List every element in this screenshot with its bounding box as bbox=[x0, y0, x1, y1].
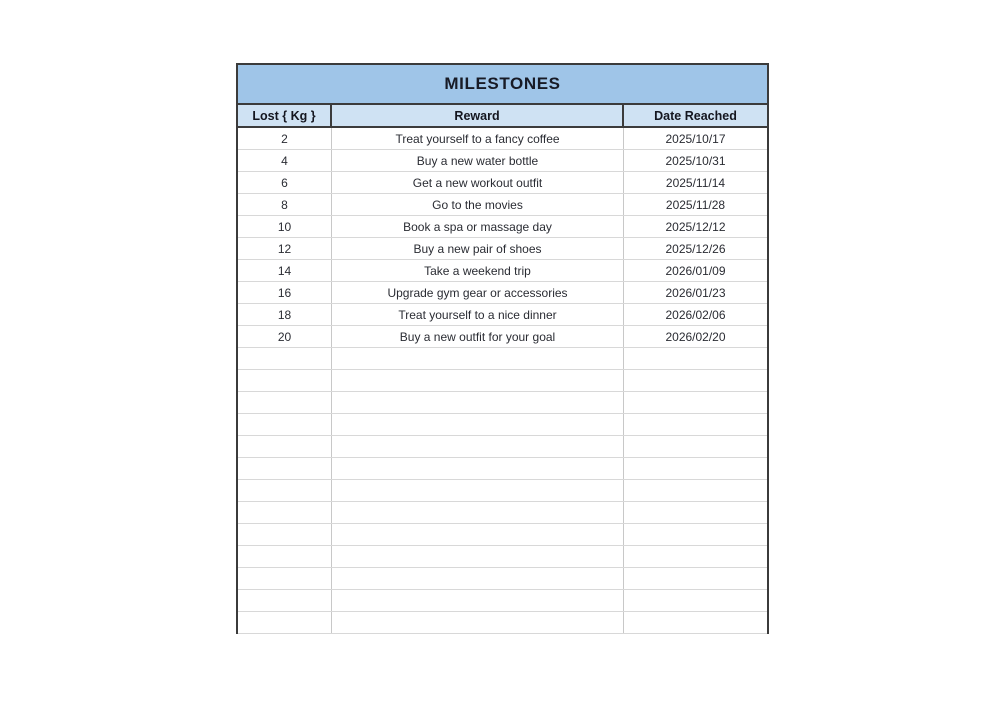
table-row bbox=[238, 326, 767, 348]
table-row-empty bbox=[238, 612, 767, 634]
cell-lost-kg bbox=[238, 546, 332, 567]
table-row-empty bbox=[238, 524, 767, 546]
cell-lost-kg bbox=[238, 458, 332, 479]
cell-reward bbox=[332, 568, 624, 589]
table-row bbox=[238, 128, 767, 150]
cell-reward: Get a new workout outfit bbox=[332, 172, 624, 193]
table-row bbox=[238, 282, 767, 304]
cell-date-reached bbox=[624, 612, 767, 633]
table-row-empty bbox=[238, 370, 767, 392]
cell-lost-kg bbox=[238, 414, 332, 435]
cell-date-reached: 2025/11/14 bbox=[665, 175, 726, 190]
cell-lost-kg: 10 bbox=[238, 216, 332, 237]
cell-date-reached bbox=[624, 348, 767, 369]
cell-reward: Buy a new pair of shoes bbox=[332, 238, 624, 259]
table-title: MILESTONES bbox=[238, 63, 767, 105]
cell-date-reached bbox=[624, 414, 767, 435]
table-row bbox=[238, 172, 767, 194]
cell-date-reached bbox=[624, 480, 767, 501]
cell-date-reached bbox=[624, 590, 767, 611]
cell-reward bbox=[332, 502, 624, 523]
table-row-empty bbox=[238, 458, 767, 480]
cell-reward: Go to the movies bbox=[332, 194, 624, 215]
cell-reward: Buy a new water bottle bbox=[332, 150, 624, 171]
cell-date-reached bbox=[624, 436, 767, 457]
cell-lost-kg bbox=[238, 524, 332, 545]
cell-reward bbox=[332, 458, 624, 479]
table-header-row bbox=[238, 105, 767, 128]
cell-reward bbox=[332, 414, 624, 435]
cell-date-reached: 2025/11/28 bbox=[665, 197, 726, 212]
table-row-empty bbox=[238, 546, 767, 568]
cell-reward: Buy a new outfit for your goal bbox=[332, 326, 624, 347]
cell-lost-kg bbox=[238, 392, 332, 413]
cell-lost-kg: 18 bbox=[238, 304, 332, 325]
cell-lost-kg: 6 bbox=[238, 172, 332, 193]
table-body bbox=[238, 128, 767, 634]
cell-date-reached bbox=[624, 568, 767, 589]
table-row-empty bbox=[238, 414, 767, 436]
cell-reward: Upgrade gym gear or accessories bbox=[332, 282, 624, 303]
table-row-empty bbox=[238, 568, 767, 590]
table-row-empty bbox=[238, 502, 767, 524]
cell-lost-kg bbox=[238, 348, 332, 369]
cell-lost-kg bbox=[238, 568, 332, 589]
cell-date-reached: 2025/12/26 bbox=[665, 241, 726, 256]
cell-reward bbox=[332, 436, 624, 457]
cell-reward bbox=[332, 590, 624, 611]
cell-reward: Treat yourself to a nice dinner bbox=[332, 304, 624, 325]
cell-reward: Book a spa or massage day bbox=[332, 216, 624, 237]
cell-lost-kg: 16 bbox=[238, 282, 332, 303]
cell-reward bbox=[332, 370, 624, 391]
cell-date-reached bbox=[624, 458, 767, 479]
table-row bbox=[238, 194, 767, 216]
cell-reward bbox=[332, 480, 624, 501]
cell-date-reached: 2026/02/20 bbox=[665, 329, 726, 344]
cell-date-reached: 2025/10/17 bbox=[665, 131, 726, 146]
cell-lost-kg: 4 bbox=[238, 150, 332, 171]
table-row-empty bbox=[238, 590, 767, 612]
table-row-empty bbox=[238, 392, 767, 414]
cell-date-reached: 2026/01/09 bbox=[665, 263, 726, 278]
cell-date-reached bbox=[624, 502, 767, 523]
cell-reward bbox=[332, 524, 624, 545]
cell-reward: Treat yourself to a fancy coffee bbox=[332, 128, 624, 149]
cell-lost-kg bbox=[238, 612, 332, 633]
cell-lost-kg bbox=[238, 436, 332, 457]
cell-date-reached: 2026/02/06 bbox=[665, 307, 726, 322]
cell-date-reached bbox=[624, 392, 767, 413]
table-row-empty bbox=[238, 436, 767, 458]
cell-reward bbox=[332, 546, 624, 567]
cell-date-reached: 2025/12/12 bbox=[665, 219, 726, 234]
cell-date-reached: 2025/10/31 bbox=[665, 153, 726, 168]
table-row bbox=[238, 260, 767, 282]
cell-lost-kg: 12 bbox=[238, 238, 332, 259]
cell-reward bbox=[332, 392, 624, 413]
column-header-reward: Reward bbox=[332, 105, 624, 126]
table-row bbox=[238, 216, 767, 238]
cell-date-reached: 2026/01/23 bbox=[665, 285, 726, 300]
table-row bbox=[238, 304, 767, 326]
cell-reward bbox=[332, 348, 624, 369]
cell-date-reached bbox=[624, 524, 767, 545]
cell-lost-kg bbox=[238, 590, 332, 611]
cell-date-reached bbox=[624, 370, 767, 391]
cell-lost-kg bbox=[238, 502, 332, 523]
cell-lost-kg: 8 bbox=[238, 194, 332, 215]
table-row-empty bbox=[238, 480, 767, 502]
table-row-empty bbox=[238, 348, 767, 370]
cell-lost-kg: 14 bbox=[238, 260, 332, 281]
cell-lost-kg: 20 bbox=[238, 326, 332, 347]
table-row bbox=[238, 150, 767, 172]
cell-lost-kg bbox=[238, 480, 332, 501]
table-row bbox=[238, 238, 767, 260]
column-header-lost-kg: Lost { Kg } bbox=[238, 105, 332, 126]
cell-lost-kg bbox=[238, 370, 332, 391]
column-header-date-reached: Date Reached bbox=[654, 108, 737, 123]
cell-lost-kg: 2 bbox=[238, 128, 332, 149]
cell-date-reached bbox=[624, 546, 767, 567]
cell-reward: Take a weekend trip bbox=[332, 260, 624, 281]
milestones-table bbox=[236, 63, 769, 634]
cell-reward bbox=[332, 612, 624, 633]
